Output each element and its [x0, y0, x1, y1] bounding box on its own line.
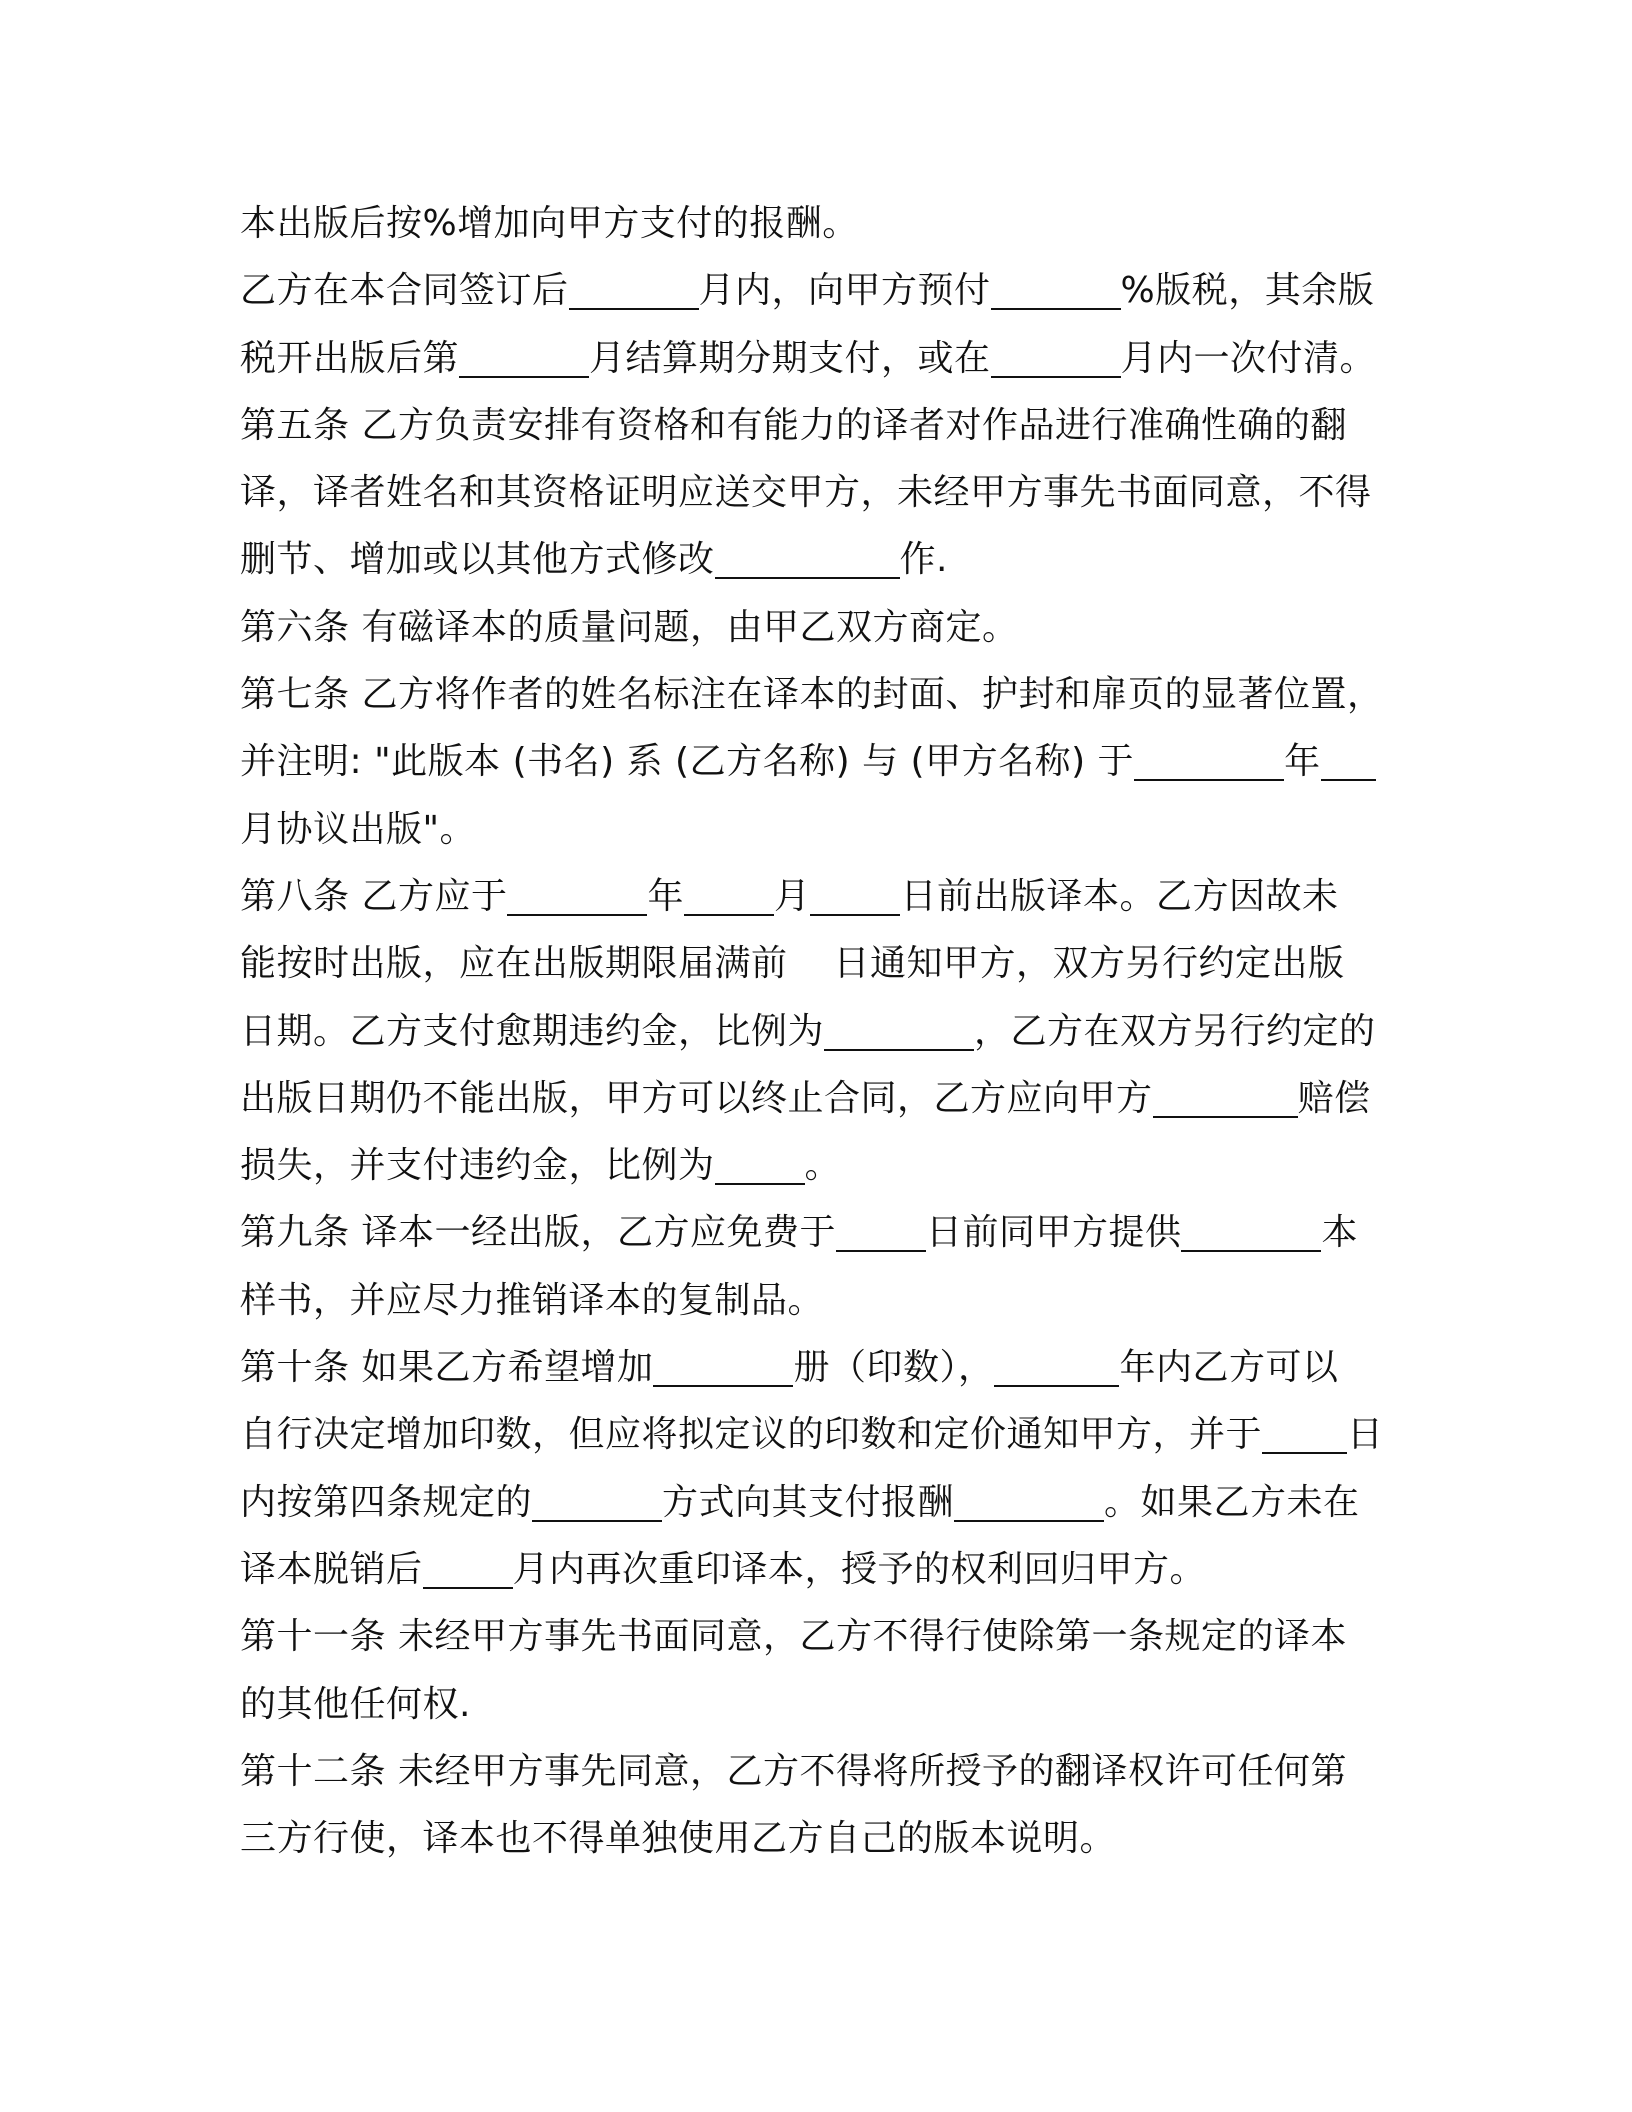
text-segment: 日: [1347, 1414, 1384, 1456]
text-segment: 第十一条 未经甲方事先书面同意，乙方不得行使除第一条规定的译本: [240, 1616, 1347, 1658]
text-line: [240, 325, 1390, 392]
text-line: [240, 1065, 1390, 1132]
blank-field[interactable]: [532, 1474, 662, 1522]
text-segment: 年: [647, 875, 684, 917]
text-segment: 出版日期仍不能出版，甲方可以终止合同，乙方应向甲方: [240, 1077, 1153, 1119]
text-segment: 第五条 乙方负责安排有资格和有能力的译者对作品进行准确性确的翻: [240, 404, 1347, 446]
text-line: [240, 1603, 1390, 1670]
blank-field[interactable]: [1321, 733, 1376, 781]
blank-field[interactable]: [684, 868, 774, 916]
text-line: [240, 257, 1390, 324]
blank-field[interactable]: [1262, 1406, 1347, 1454]
blank-field[interactable]: [994, 1339, 1119, 1387]
text-segment: 能按时出版，应在出版期限届满前: [240, 943, 788, 985]
text-segment: 年内乙方可以: [1119, 1347, 1339, 1389]
text-line: [240, 863, 1390, 930]
text-segment: 乙方在本合同签订后: [240, 270, 569, 312]
text-line: [240, 1267, 1390, 1334]
text-line: [240, 1536, 1390, 1603]
text-line: [240, 1199, 1390, 1266]
text-segment: 损失，并支付违约金，比例为: [240, 1145, 715, 1187]
text-segment: 方式向其支付报酬: [662, 1481, 955, 1523]
blank-field[interactable]: [1181, 1204, 1321, 1252]
text-segment: 三方行使，译本也不得单独使用乙方自己的版本说明。: [240, 1818, 1117, 1860]
text-line: [240, 661, 1390, 728]
document-body: [240, 190, 1390, 1872]
text-line: [240, 1469, 1390, 1536]
text-segment: 译本脱销后: [240, 1548, 423, 1590]
text-segment: 译，译者姓名和其资格证明应送交甲方，未经甲方事先书面同意，不得: [240, 472, 1372, 514]
text-line: [240, 459, 1390, 526]
text-segment: 年: [1284, 741, 1321, 783]
text-segment: 。: [804, 1145, 842, 1187]
text-segment: 月结算期分期支付，或在: [589, 337, 991, 379]
text-segment: 月内再次重印译本，授予的权利回归甲方。: [512, 1548, 1207, 1590]
text-segment: 本: [1321, 1212, 1358, 1254]
text-segment: 月协议出版"。: [240, 808, 477, 850]
text-segment: 第十二条 未经甲方事先同意，乙方不得将所授予的翻译权许可任何第: [240, 1750, 1347, 1792]
text-segment: 月内，向甲方预付: [698, 270, 991, 312]
text-line: [240, 190, 1390, 257]
text-segment: 第九条 译本一经出版，乙方应免费于: [240, 1212, 836, 1254]
text-segment: 自行决定增加印数，但应将拟定议的印数和定价通知甲方，并于: [240, 1414, 1263, 1456]
text-line: [240, 594, 1390, 661]
text-segment: 日前同甲方提供: [925, 1212, 1182, 1254]
blank-field[interactable]: [423, 1541, 513, 1589]
text-segment: 日前出版译本。乙方因故未: [900, 875, 1339, 917]
text-segment: 第六条 有磁译本的质量问题，由甲乙双方商定。: [240, 606, 1019, 648]
blank-field[interactable]: [459, 330, 589, 378]
text-line: [240, 1671, 1390, 1738]
blank-field[interactable]: [810, 868, 900, 916]
text-segment: 删节、增加或以其他方式修改: [240, 539, 715, 581]
blank-field[interactable]: [991, 330, 1121, 378]
text-segment: %版税，其余版: [1120, 270, 1375, 312]
text-segment: 第八条 乙方应于: [240, 875, 508, 917]
text-segment: 本出版后按%增加向甲方支付的报酬。: [240, 203, 859, 244]
blank-field[interactable]: [715, 531, 900, 579]
text-segment: 册（印数），: [793, 1347, 995, 1389]
blank-field[interactable]: [991, 262, 1121, 310]
text-segment: 。如果乙方未在: [1104, 1481, 1360, 1523]
text-line: [240, 526, 1390, 593]
text-segment: 税开出版后第: [240, 337, 460, 379]
text-line: [240, 1401, 1390, 1468]
blank-field[interactable]: [836, 1204, 926, 1252]
text-segment: 赔偿: [1297, 1077, 1371, 1119]
text-line: [240, 998, 1390, 1065]
text-line: [240, 392, 1390, 459]
text-segment: ，乙方在双方另行约定的: [974, 1010, 1376, 1052]
text-segment: 作.: [899, 539, 948, 581]
blank-field[interactable]: [653, 1339, 793, 1387]
text-segment: 内按第四条规定的: [240, 1481, 533, 1523]
text-segment: 样书，并应尽力推销译本的复制品。: [240, 1279, 825, 1321]
text-segment: 日通知甲方，双方另行约定出版: [833, 943, 1345, 985]
blank-field[interactable]: [569, 262, 699, 310]
blank-field[interactable]: [1153, 1070, 1298, 1118]
text-segment: 第十条 如果乙方希望增加: [240, 1347, 654, 1389]
text-segment: 日期。乙方支付愈期违约金，比例为: [240, 1010, 825, 1052]
text-segment: 第七条 乙方将作者的姓名标注在译本的封面、护封和扉页的显著位置，: [240, 674, 1384, 716]
text-line: [240, 728, 1390, 795]
blank-field[interactable]: [824, 1003, 974, 1051]
blank-field[interactable]: [954, 1474, 1104, 1522]
text-segment: 月内一次付清。: [1120, 337, 1377, 379]
text-line: [240, 1132, 1390, 1199]
text-line: [240, 1334, 1390, 1401]
text-line: [240, 1738, 1390, 1805]
blank-field[interactable]: [507, 868, 647, 916]
text-segment: 的其他任何权.: [240, 1683, 471, 1725]
text-line: [240, 1805, 1390, 1872]
text-line: [240, 930, 1390, 997]
blank-field[interactable]: [1134, 733, 1284, 781]
blank-field[interactable]: [715, 1137, 805, 1185]
text-segment: 月: [773, 875, 811, 917]
text-line: [240, 796, 1390, 863]
text-segment: 并注明: "此版本 (书名) 系 (乙方名称) 与 (甲方名称) 于: [240, 741, 1135, 783]
